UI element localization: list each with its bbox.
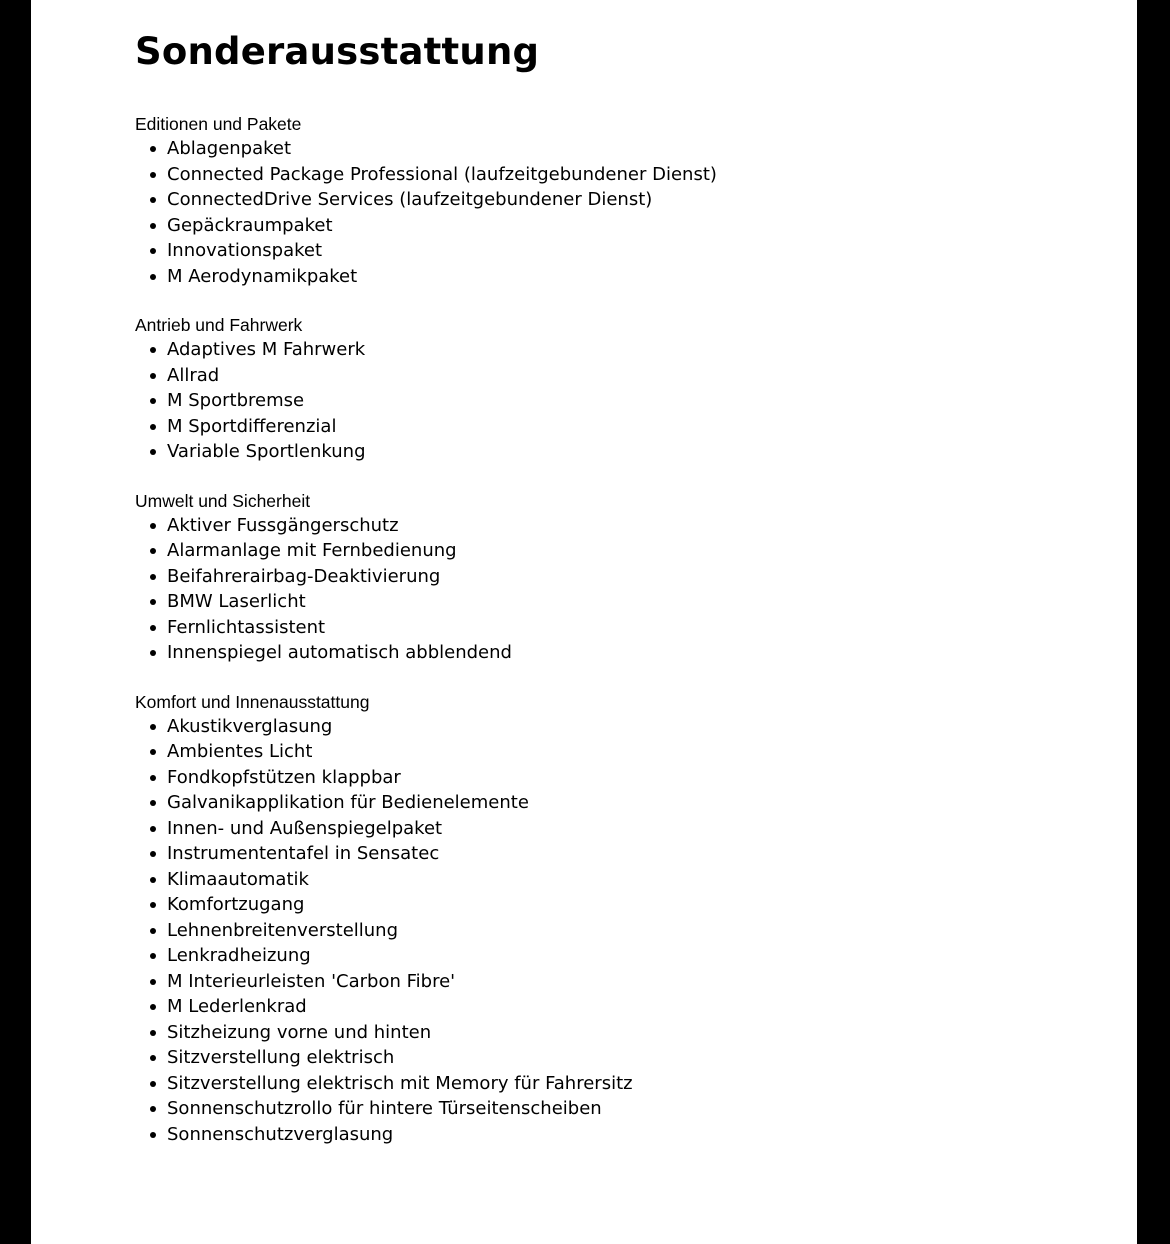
bullet-icon <box>150 197 156 203</box>
list-item <box>135 892 1115 918</box>
list-item <box>135 439 1115 465</box>
bullet-icon <box>150 650 156 656</box>
list-item <box>135 538 1115 564</box>
bullet-icon <box>150 248 156 254</box>
list-item <box>135 841 1115 867</box>
list-item <box>135 136 1115 162</box>
list-item-label: Innenspiegel automatisch abblendend <box>167 642 512 663</box>
list-item <box>135 162 1115 188</box>
list-item <box>135 1071 1115 1097</box>
bullet-icon <box>150 1106 156 1112</box>
list-item <box>135 363 1115 389</box>
equipment-section <box>135 112 1115 289</box>
list-item-label: BMW Laserlicht <box>167 591 306 612</box>
list-item <box>135 765 1115 791</box>
list-item-label: Alarmanlage mit Fernbedienung <box>167 540 457 561</box>
list-item <box>135 1122 1115 1148</box>
list-item <box>135 790 1115 816</box>
bullet-icon <box>150 979 156 985</box>
list-item <box>135 388 1115 414</box>
list-item-label: ConnectedDrive Services (laufzeitgebundener Dienst) <box>167 189 653 210</box>
list-item <box>135 918 1115 944</box>
list-item-label: Beifahrerairbag-Deaktivierung <box>167 565 441 587</box>
list-item-label: M Sportdifferenzial <box>167 415 337 437</box>
list-item-label: Lenkradheizung <box>167 945 311 966</box>
list-item <box>135 640 1115 666</box>
list-item-label: Lehnenbreitenverstellung <box>167 919 399 941</box>
bullet-icon <box>150 373 156 379</box>
list-item-label: Innen- und Außenspiegelpaket <box>167 817 443 839</box>
list-item-label: Variable Sportlenkung <box>167 441 366 462</box>
section-heading: Komfort und Innenausstattung <box>135 691 370 712</box>
section-heading: Editionen und Pakete <box>135 114 302 134</box>
list-item-label: M Lederlenkrad <box>167 996 307 1017</box>
list-item-label: Allrad <box>167 364 220 386</box>
list-item-label: Innovationspaket <box>167 240 323 261</box>
bullet-icon <box>150 274 156 280</box>
list-item <box>135 714 1115 740</box>
bullet-icon <box>150 826 156 832</box>
list-item <box>135 994 1115 1020</box>
bullet-icon <box>150 424 156 430</box>
bullet-icon <box>150 800 156 806</box>
section-heading: Umwelt und Sicherheit <box>135 490 311 511</box>
document-page <box>31 0 1137 1244</box>
bullet-icon <box>150 599 156 605</box>
bullet-icon <box>150 574 156 580</box>
list-item-label: Akustikverglasung <box>167 715 333 737</box>
bullet-icon <box>150 1132 156 1138</box>
equipment-list <box>135 513 1115 666</box>
bullet-icon <box>150 902 156 908</box>
list-item <box>135 943 1115 969</box>
list-item-label: Komfortzugang <box>167 894 305 915</box>
list-item <box>135 739 1115 765</box>
equipment-list <box>135 136 1115 289</box>
list-item-label: Fernlichtassistent <box>167 616 326 638</box>
list-item-label: Klimaautomatik <box>167 868 309 890</box>
list-item-label: M Aerodynamikpaket <box>167 265 358 287</box>
list-item <box>135 589 1115 615</box>
list-item <box>135 513 1115 539</box>
list-item <box>135 414 1115 440</box>
list-item <box>135 213 1115 239</box>
bullet-icon <box>150 398 156 404</box>
list-item-label: Ablagenpaket <box>167 138 292 159</box>
list-item <box>135 615 1115 641</box>
bullet-icon <box>150 347 156 353</box>
equipment-sections <box>135 112 1115 1147</box>
list-item-label: Sonnenschutzrollo für hintere Türseitenscheiben <box>167 1098 602 1119</box>
bullet-icon <box>150 953 156 959</box>
bullet-icon <box>150 523 156 529</box>
list-item-label: Fondkopfstützen klappbar <box>167 766 401 788</box>
list-item <box>135 1045 1115 1071</box>
list-item-label: Ambientes Licht <box>167 741 313 762</box>
list-item <box>135 187 1115 213</box>
equipment-section <box>135 690 1115 1148</box>
bullet-icon <box>150 548 156 554</box>
list-item-label: M Sportbremse <box>167 390 305 411</box>
bullet-icon <box>150 775 156 781</box>
list-item-label: M Interieurleisten 'Carbon Fibre' <box>167 970 456 992</box>
equipment-list <box>135 714 1115 1148</box>
document-content <box>135 28 1115 1171</box>
list-item-label: Connected Package Professional (laufzeitgebundener Dienst) <box>167 163 717 185</box>
list-item-label: Sitzverstellung elektrisch <box>167 1047 395 1068</box>
bullet-icon <box>150 749 156 755</box>
list-item <box>135 969 1115 995</box>
list-item-label: Galvanikapplikation für Bedienelemente <box>167 792 529 813</box>
list-item-label: Gepäckraumpaket <box>167 214 333 236</box>
bullet-icon <box>150 1055 156 1061</box>
list-item-label: Instrumententafel in Sensatec <box>167 843 440 864</box>
bullet-icon <box>150 172 156 178</box>
list-item <box>135 1096 1115 1122</box>
list-item-label: Sonnenschutzverglasung <box>167 1123 394 1145</box>
list-item <box>135 1020 1115 1046</box>
list-item <box>135 564 1115 590</box>
bullet-icon <box>150 877 156 883</box>
list-item <box>135 816 1115 842</box>
list-item <box>135 337 1115 363</box>
bullet-icon <box>150 1081 156 1087</box>
bullet-icon <box>150 928 156 934</box>
bullet-icon <box>150 449 156 455</box>
section-heading: Antrieb und Fahrwerk <box>135 315 303 335</box>
bullet-icon <box>150 1030 156 1036</box>
list-item-label: Adaptives M Fahrwerk <box>167 339 366 360</box>
bullet-icon <box>150 1004 156 1010</box>
bullet-icon <box>150 223 156 229</box>
page-title: Sonderausstattung <box>135 30 540 73</box>
list-item-label: Sitzheizung vorne und hinten <box>167 1021 432 1043</box>
bullet-icon <box>150 625 156 631</box>
list-item <box>135 238 1115 264</box>
list-item-label: Aktiver Fussgängerschutz <box>167 514 399 536</box>
equipment-section <box>135 313 1115 465</box>
list-item <box>135 264 1115 290</box>
bullet-icon <box>150 724 156 730</box>
bullet-icon <box>150 146 156 152</box>
list-item-label: Sitzverstellung elektrisch mit Memory für Fahrersitz <box>167 1072 633 1094</box>
list-item <box>135 867 1115 893</box>
bullet-icon <box>150 851 156 857</box>
equipment-section <box>135 489 1115 666</box>
equipment-list <box>135 337 1115 465</box>
